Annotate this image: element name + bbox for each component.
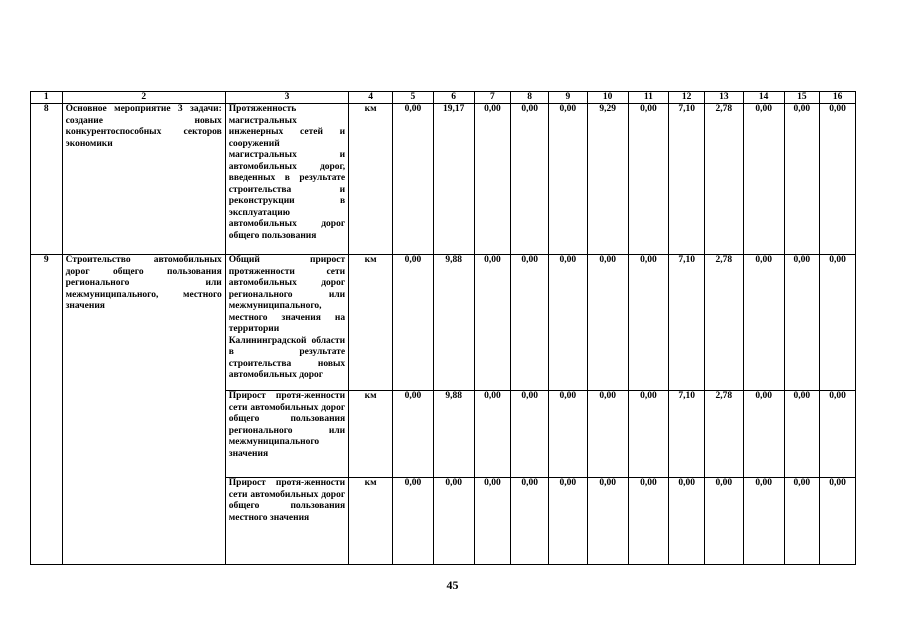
value-cell: 0,00 [820, 478, 856, 565]
value-cell: 0,00 [628, 255, 669, 391]
value-cell: 0,00 [820, 104, 856, 255]
value-cell: 7,10 [669, 391, 705, 478]
value-cell: 9,88 [433, 391, 474, 478]
value-cell: 0,00 [587, 478, 628, 565]
value-cell: 0,00 [784, 255, 820, 391]
table-row [31, 255, 856, 391]
value-cell: 2,78 [704, 255, 743, 391]
data-table [30, 91, 856, 565]
indicator-cell: Общий прирост протяженности сети автомобильных дорог регионального или межмуниципального, местного значения на территории Калининградской области в результате строительства новых автомобильных дорог [225, 255, 348, 391]
column-header: 2 [62, 92, 225, 104]
column-header: 11 [628, 92, 669, 104]
value-cell: 0,00 [743, 104, 784, 255]
value-cell: 9,88 [433, 255, 474, 391]
unit-cell: км [349, 255, 393, 391]
value-cell: 19,17 [433, 104, 474, 255]
header-row [31, 92, 856, 104]
value-cell: 0,00 [548, 255, 587, 391]
indicator-cell: Прирост протя-женности сети автомобильных дорог общего пользования местного значения [225, 478, 348, 565]
value-cell: 0,00 [784, 391, 820, 478]
column-header: 9 [548, 92, 587, 104]
value-cell: 0,00 [393, 255, 434, 391]
indicator-cell: Протяженность магистральных инженерных сетей и сооружений магистральных и автомобильных дорог, введенных в результате строительства и реконструкции в эксплуатацию автомобильных дорог общего пользования [225, 104, 348, 255]
indicator-cell: Прирост протя-женности сети автомобильных дорог общего пользования регионального или межмуниципального значения [225, 391, 348, 478]
value-cell: 0,00 [784, 104, 820, 255]
table-row [31, 104, 856, 255]
value-cell: 0,00 [548, 391, 587, 478]
column-header: 1 [31, 92, 63, 104]
value-cell: 0,00 [628, 478, 669, 565]
value-cell: 2,78 [704, 391, 743, 478]
page-number: 45 [446, 578, 459, 592]
value-cell: 0,00 [474, 255, 511, 391]
value-cell: 0,00 [820, 391, 856, 478]
unit-cell: км [349, 478, 393, 565]
value-cell: 9,29 [587, 104, 628, 255]
value-cell: 0,00 [548, 478, 587, 565]
column-header: 10 [587, 92, 628, 104]
value-cell: 0,00 [628, 391, 669, 478]
value-cell: 0,00 [628, 104, 669, 255]
value-cell: 0,00 [474, 391, 511, 478]
value-cell: 0,00 [433, 478, 474, 565]
value-cell: 0,00 [704, 478, 743, 565]
value-cell: 0,00 [587, 391, 628, 478]
value-cell: 0,00 [474, 104, 511, 255]
value-cell: 0,00 [743, 478, 784, 565]
value-cell: 0,00 [784, 478, 820, 565]
column-header: 7 [474, 92, 511, 104]
column-header: 8 [511, 92, 549, 104]
column-header: 12 [669, 92, 705, 104]
value-cell: 0,00 [393, 478, 434, 565]
value-cell: 0,00 [393, 391, 434, 478]
measure-cell: Основное мероприятие 3 задачи: создание новых конкурентоспособных секторов экономики [62, 104, 225, 255]
value-cell: 0,00 [511, 478, 549, 565]
column-header: 4 [349, 92, 393, 104]
column-header: 15 [784, 92, 820, 104]
value-cell: 0,00 [820, 255, 856, 391]
column-header: 6 [433, 92, 474, 104]
value-cell: 0,00 [474, 478, 511, 565]
unit-cell: км [349, 391, 393, 478]
value-cell: 7,10 [669, 104, 705, 255]
value-cell: 0,00 [511, 391, 549, 478]
row-number: 9 [31, 255, 63, 565]
column-header: 13 [704, 92, 743, 104]
value-cell: 0,00 [587, 255, 628, 391]
value-cell: 7,10 [669, 255, 705, 391]
value-cell: 0,00 [511, 104, 549, 255]
value-cell: 0,00 [393, 104, 434, 255]
value-cell: 0,00 [743, 255, 784, 391]
column-header: 3 [225, 92, 348, 104]
value-cell: 0,00 [511, 255, 549, 391]
value-cell: 0,00 [548, 104, 587, 255]
measure-cell: Строительство автомобильных дорог общего пользования регионального или межмуниципального, местного значения [62, 255, 225, 565]
column-header: 14 [743, 92, 784, 104]
value-cell: 0,00 [669, 478, 705, 565]
value-cell: 2,78 [704, 104, 743, 255]
row-number: 8 [31, 104, 63, 255]
unit-cell: км [349, 104, 393, 255]
value-cell: 0,00 [743, 391, 784, 478]
column-header: 16 [820, 92, 856, 104]
column-header: 5 [393, 92, 434, 104]
